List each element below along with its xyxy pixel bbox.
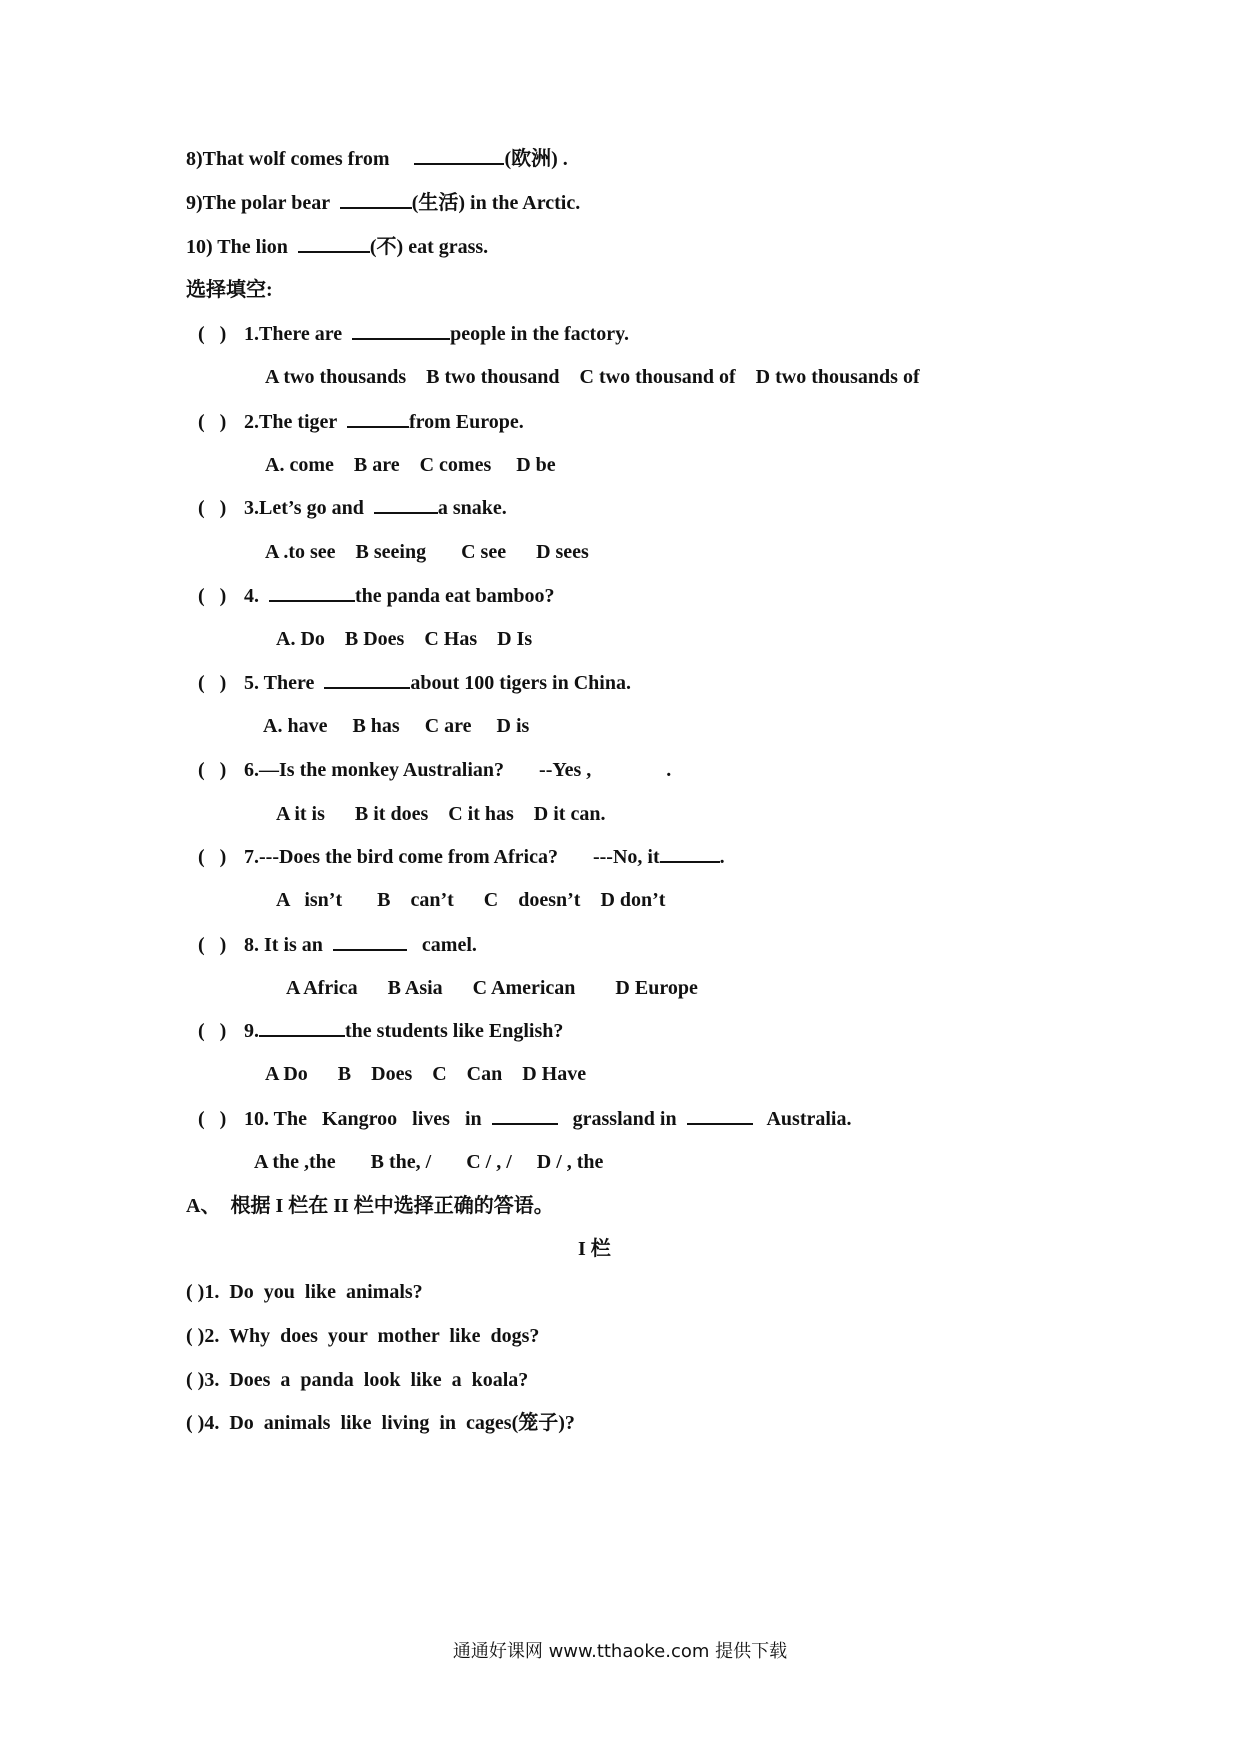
choice-options-10: A the ,the B the, / C / , / D / , the: [254, 1151, 604, 1173]
match-item-2: ( )2. Why does your mother like dogs?: [186, 1325, 540, 1347]
match-item-4: ( )4. Do animals like living in cages(笼子)?: [186, 1412, 575, 1434]
section-choice-title: 选择填空:: [186, 279, 273, 301]
choice-options-3: A .to see B seeing C see D sees: [265, 541, 589, 563]
choice-options-4: A. Do B Does C Has D Is: [276, 628, 533, 650]
choice-question-1: ( ) 1.There are people in the factory.: [198, 320, 629, 347]
choice-options-9: A Do B Does C Can D Have: [265, 1063, 587, 1085]
choice-question-4: ( ) 4. the panda eat bamboo?: [198, 582, 554, 609]
choice-options-6: A it is B it does C it has D it can.: [276, 803, 606, 825]
choice-options-7: A isn’t B can’t C doesn’t D don’t: [276, 889, 666, 911]
match-item-3: ( )3. Does a panda look like a koala?: [186, 1369, 529, 1391]
fill-item-10: 10) The lion (不) eat grass.: [186, 233, 488, 260]
choice-question-7: ( ) 7.---Does the bird come from Africa? ---No, it .: [198, 843, 725, 870]
match-item-1: ( )1. Do you like animals?: [186, 1281, 423, 1303]
choice-question-3: ( ) 3.Let’s go and a snake.: [198, 494, 507, 521]
fill-item-9: 9)The polar bear (生活) in the Arctic.: [186, 189, 580, 216]
choice-question-9: ( ) 9. the students like English?: [198, 1017, 563, 1044]
choice-question-5: ( ) 5. There about 100 tigers in China.: [198, 669, 631, 696]
choice-question-10: ( ) 10. The Kangroo lives in grassland in Australia.: [198, 1105, 851, 1132]
footer-credit: 通通好课网 www.tthaoke.com 提供下载: [452, 1641, 788, 1662]
choice-options-1: A two thousands B two thousand C two thousand of D two thousands of: [265, 366, 920, 388]
choice-question-6: ( ) 6.—Is the monkey Australian? --Yes , .: [198, 759, 672, 781]
choice-options-2: A. come B are C comes D be: [265, 454, 556, 476]
fill-item-8: 8)That wolf comes from (欧洲) .: [186, 145, 568, 172]
choice-options-8: A Africa B Asia C American D Europe: [286, 977, 698, 999]
column-title: I 栏: [578, 1238, 611, 1260]
choice-options-5: A. have B has C are D is: [263, 715, 530, 737]
choice-question-2: ( ) 2.The tiger from Europe.: [198, 408, 524, 435]
section-match-title: A、 根据 I 栏在 II 栏中选择正确的答语。: [186, 1195, 554, 1217]
choice-question-8: ( ) 8. It is an camel.: [198, 931, 477, 958]
